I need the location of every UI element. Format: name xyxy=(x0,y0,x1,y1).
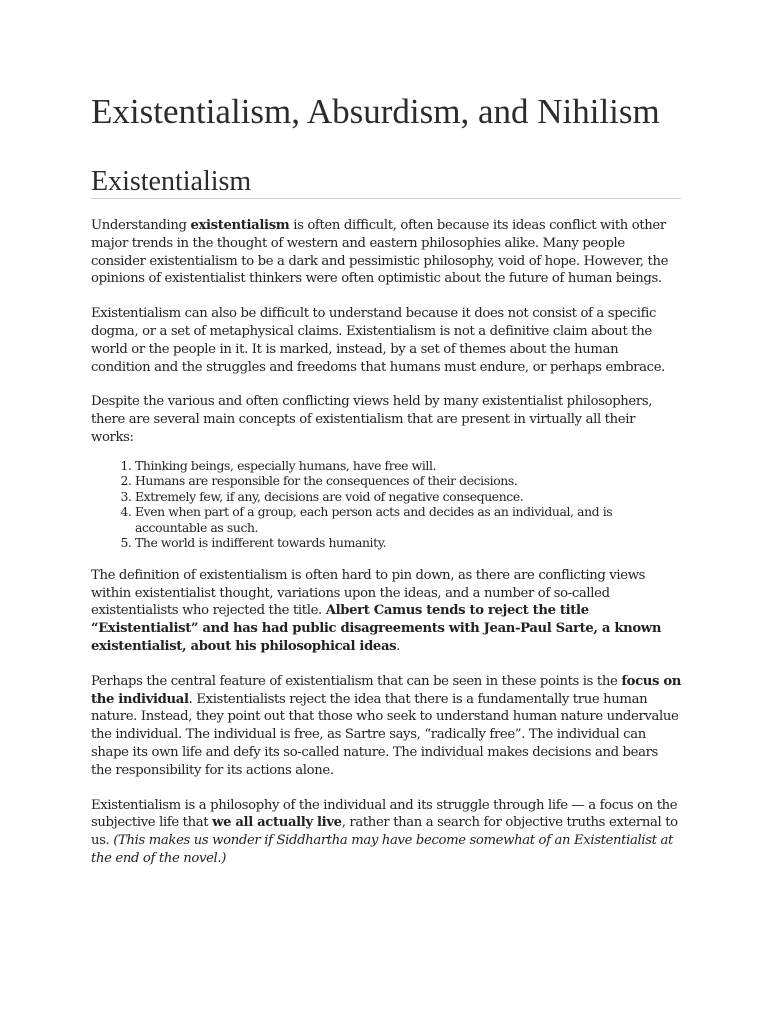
paragraph-main-concepts-intro xyxy=(91,393,681,446)
list-item: 5. The world is indifferent towards humanity. xyxy=(135,535,681,551)
bold-run: existentialism xyxy=(190,218,290,233)
list-item: 2. Humans are responsible for the consequences of their decisions. xyxy=(135,473,681,489)
italic-note: (This makes us wonder if Siddhartha may have become somewhat of an Existentialist at the end of the novel.) xyxy=(91,833,673,866)
concepts-list xyxy=(91,458,681,551)
paragraph-definition xyxy=(91,567,681,656)
paragraph-philosophy-of-individual xyxy=(91,797,681,868)
bold-run: we all actually live xyxy=(212,815,342,831)
text-run: is often difficult, often because its ideas conflict with other major trends in the thought of western and eastern philosophies alike. Many people consider existentialism to be a dark and pessimistic philosophy, void of hope. However, the opinions of existentialist thinkers were often optimistic about the future of human beings. xyxy=(91,218,669,287)
text-run: Perhaps the central feature of existentialism that can be seen in these points is the xyxy=(91,673,622,689)
text-run: , rather than a search for objective truths external to us. xyxy=(91,815,678,849)
heading-divider xyxy=(91,198,681,199)
text-run: Existentialism is a philosophy of the individual and its struggle through life — a focus on the subjective life that xyxy=(91,797,678,831)
text-run: Understanding xyxy=(91,218,191,233)
paragraph-central-feature xyxy=(91,673,681,780)
document-title: Existentialism, Absurdism, and Nihilism xyxy=(91,92,660,131)
document-body xyxy=(91,217,681,885)
bold-run: focus on the individual xyxy=(91,673,681,707)
list-item: 1. Thinking beings, especially humans, have free will. xyxy=(135,458,681,474)
bold-run: Albert Camus tends to reject the title “Existentialist” and has had public disagreements with Jean-Paul Sarte, a known existentialist, about his philosophical ideas xyxy=(91,603,662,654)
text-run: The definition of existentialism is often hard to pin down, as there are conflicting views within existentialist thought, variations upon the ideas, and a number of so-called existentialists who rejected the title. xyxy=(91,567,646,619)
section-heading-existentialism: Existentialism xyxy=(91,166,252,197)
paragraph-understanding xyxy=(91,217,681,288)
text-run: . xyxy=(396,638,401,654)
list-item: 4. Even when part of a group, each person acts and decides as an individual, and is accountable as such. xyxy=(135,504,681,535)
paragraph-dogma xyxy=(91,305,681,376)
list-item: 3. Extremely few, if any, decisions are void of negative consequence. xyxy=(135,489,681,505)
text-run: Despite the various and often conflicting views held by many existentialist philosophers, there are several main concepts of existentialism that are present in virtually all their works: xyxy=(91,394,653,445)
text-run: Existentialism can also be difficult to understand because it does not consist of a specific dogma, or a set of metaphysical claims. Existentialism is not a definitive claim about the world or the people in it. It is marked, instead, by a set of themes about the human condition and the struggles and freedoms that humans must endure, or perhaps embrace. xyxy=(91,306,665,375)
text-run: . Existentialists reject the idea that there is a fundamentally true human nature. Instead, they point out that those who seek to understand human nature undervalue the individual. The individual is free, as Sartre says, “radically free”. The individual can shape its own life and defy its so-called nature. The individual makes decisions and bears the responsibility for its actions alone. xyxy=(91,691,679,778)
